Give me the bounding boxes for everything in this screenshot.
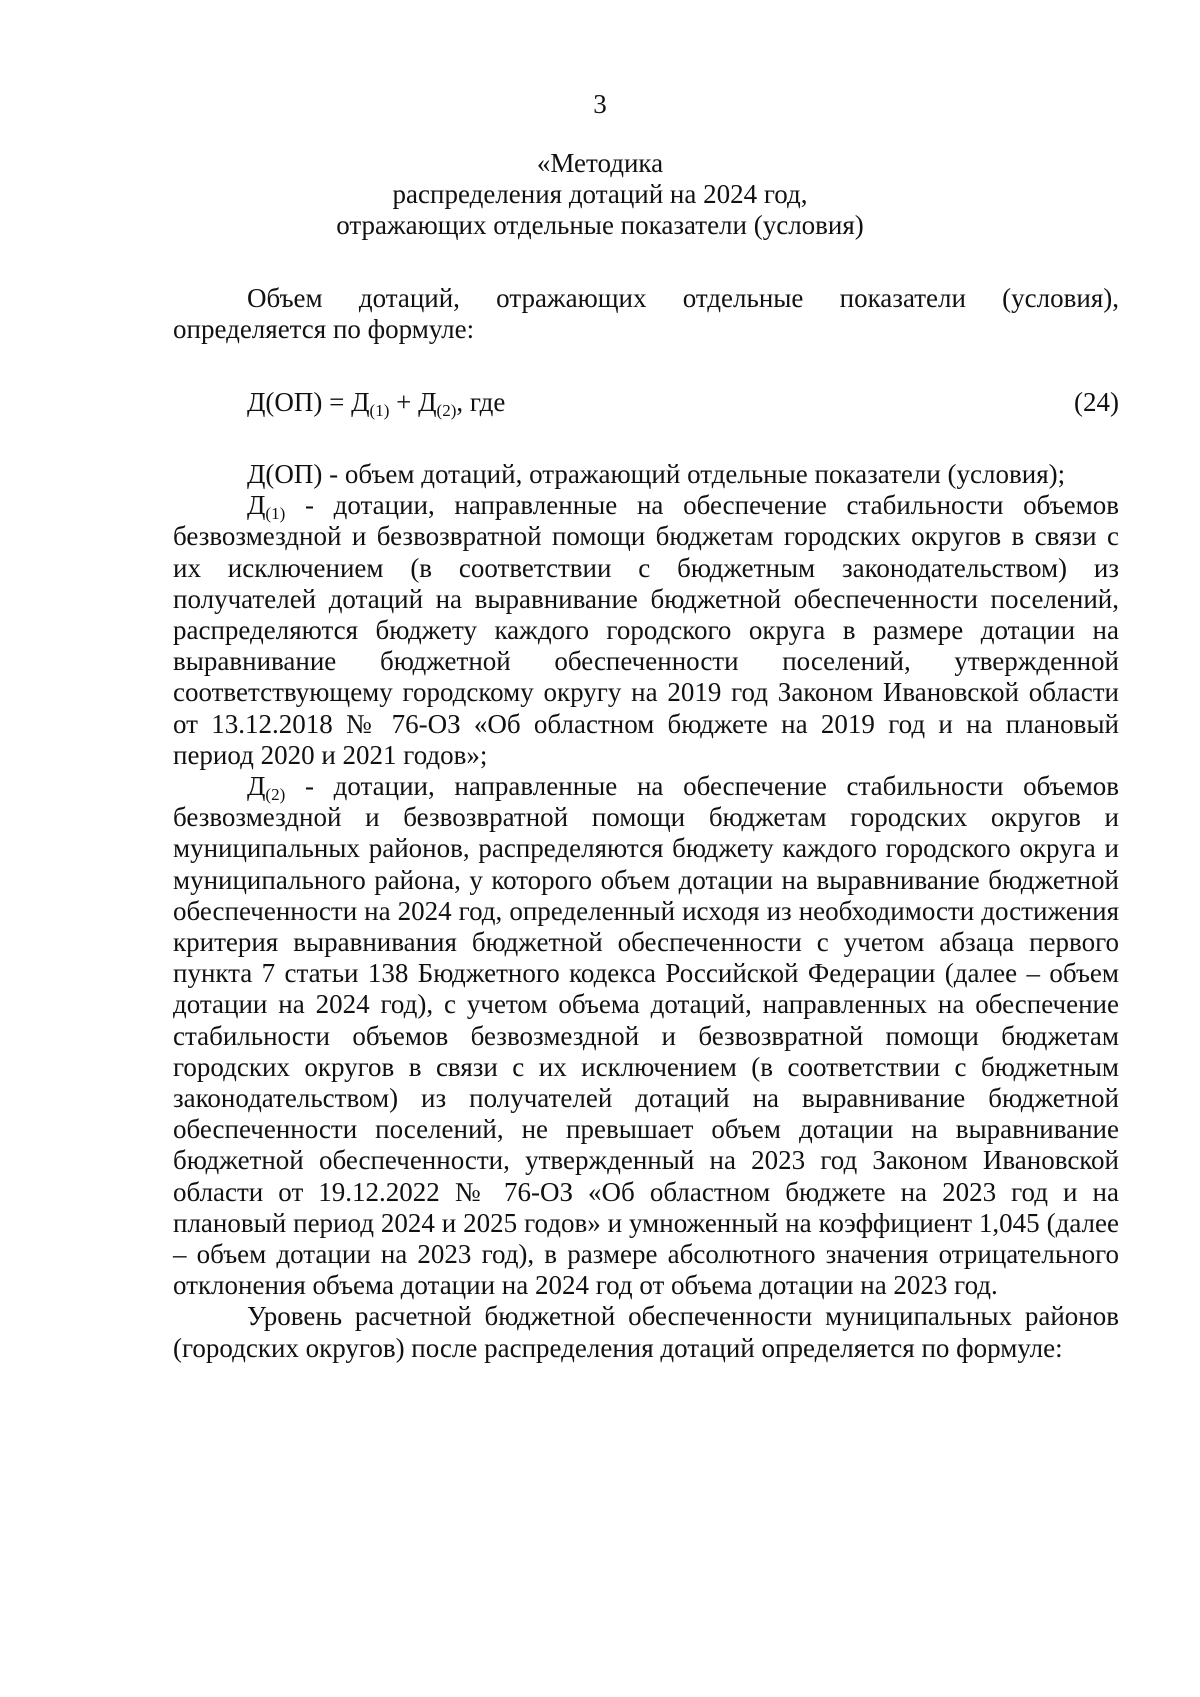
formula-24 [247, 386, 1119, 418]
intro-paragraph: Объем дотаций, отражающих отдельные показатели (условия), определяется по формуле: [173, 283, 1119, 345]
title-line-3: отражающих отдельные показатели (условия) [336, 210, 864, 240]
page-number: 3 [593, 89, 607, 119]
intro-block [173, 283, 1119, 345]
document-title [160, 148, 1040, 241]
formula-expression: $Д(ОП) = Д_{(1)} + Д_{(2)}$, где [247, 387, 506, 420]
final-paragraph: Уровень расчетной бюджетной обеспеченности муниципальных районов (городских округов) после распределения дотаций определяется по формуле: [173, 1301, 1119, 1363]
definitions-block [173, 459, 1119, 1364]
title-line-2: распределения дотаций на 2024 год, [392, 179, 808, 209]
formula-number: (24) [1074, 387, 1119, 417]
definition-d2: $Д_{(2)}$ - дотации, направленные на обеспечение стабильности объемов безвозмездной и безвозвратной помощи бюджетам городских округов и муниципальных районов, распределяются бюджету каждого городского округа и муниципального района, у которого объем дотации на выравнивание бюджетной обеспеченности на 2024 год, определенный исходя из необходимости достижения критерия выравнивания бюджетной обеспеченности с учетом абзаца первого пункта 7 статьи 138 Бюджетного кодекса Российской Федерации (далее – объем дотации на 2024 год), с учетом объема дотаций, направленных на обеспечение стабильности объемов безвозмездной и безвозвратной помощи бюджетам городских округов в связи с их исключением (в соответствии с бюджетным законодательством) из получателей дотаций на выравнивание бюджетной обеспеченности поселений, не превышает объем дотации на выравнивание бюджетной обеспеченности, утвержденный на 2023 год Законом Ивановской области от 19.12.2022 № 76-ОЗ «Об областном бюджете на 2023 год и на плановый период 2024 и 2025 годов» и умноженный на коэффициент 1,045 (далее – объем дотации на 2023 год), в размере абсолютного значения отрицательного отклонения объема дотации на 2024 год от объема дотации на 2023 год. [173, 771, 1119, 1301]
definition-op: Д(ОП) - объем дотаций, отражающий отдельные показатели (условия); [247, 459, 1066, 489]
definition-d1: $Д_{(1)}$ - дотации, направленные на обеспечение стабильности объемов безвозмездной и безвозвратной помощи бюджетам городских округов в связи с их исключением (в соответствии с бюджетным законодательством) из получателей дотаций на выравнивание бюджетной обеспеченности поселений, распределяются бюджету каждого городского округа в размере дотации на выравнивание бюджетной обеспеченности поселений, утвержденной соответствующему городскому округу на 2019 год Законом Ивановской области от 13.12.2018 № 76-ОЗ «Об областном бюджете на 2019 год и на плановый период 2020 и 2021 годов»; [173, 490, 1119, 770]
title-line-1: «Методика [536, 148, 664, 178]
